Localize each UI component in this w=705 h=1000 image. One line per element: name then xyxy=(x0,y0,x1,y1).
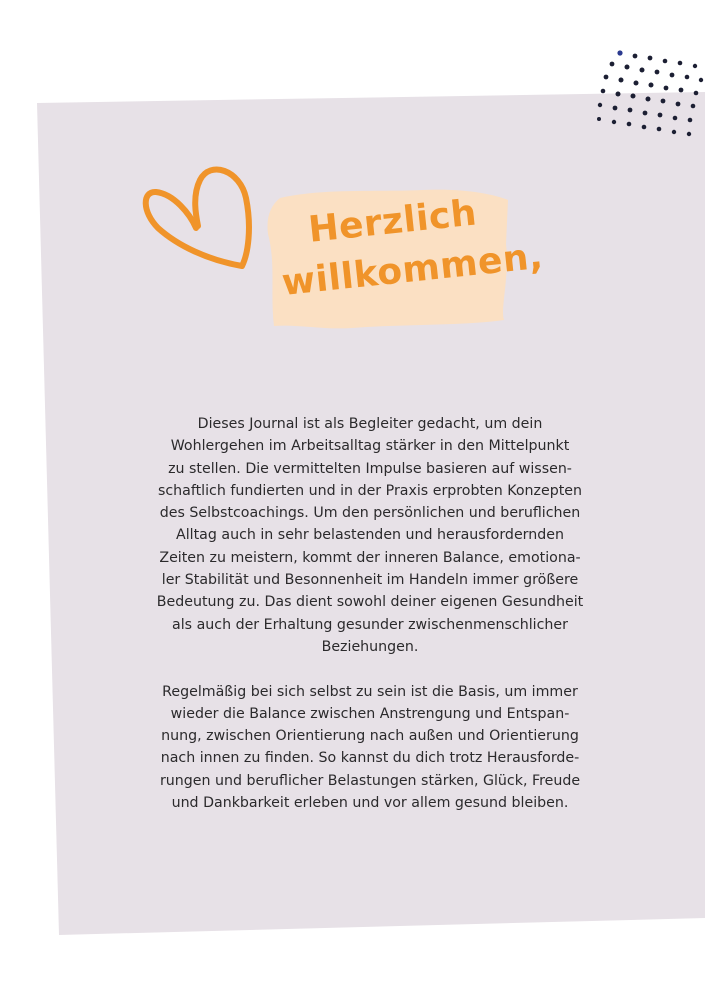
paragraph-line: zu stellen. Die vermittelten Impulse basieren auf wissen- xyxy=(168,460,572,477)
heart-icon xyxy=(138,158,270,276)
paragraph-line: Beziehungen. xyxy=(321,638,419,655)
welcome-heading-line-2: willkommen, xyxy=(279,235,545,304)
paragraph-line: ler Stabilität und Besonnenheit im Handeln immer größere xyxy=(161,572,579,589)
paragraph-1 xyxy=(140,413,600,658)
paragraph-line: wieder die Balance zwischen Anstrengung und Entspan- xyxy=(170,705,570,722)
paragraph-line: nach innen zu finden. So kannst du dich trotz Herausforde- xyxy=(160,750,580,767)
paragraph-line: Zeiten zu meistern, kommt der inneren Balance, emotiona- xyxy=(159,549,581,566)
paragraph-line: des Selbstcoachings. Um den persönlichen und beruflichen xyxy=(159,505,581,522)
paragraph-line: nung, zwischen Orientierung nach außen und Orientierung xyxy=(161,728,579,745)
paragraph-line: Wohlergehen im Arbeitsalltag stärker in den Mittelpunkt xyxy=(170,438,570,455)
paragraph-2 xyxy=(140,681,600,815)
paragraph-line: rungen und beruflicher Belastungen stärken, Glück, Freude xyxy=(159,772,581,789)
paragraph-line: Regelmäßig bei sich selbst zu sein ist die Basis, um immer xyxy=(162,683,578,700)
dot-pattern-decoration xyxy=(590,44,705,144)
body-text xyxy=(140,413,600,814)
paragraph-line: als auch der Erhaltung gesunder zwischenmenschlicher xyxy=(172,616,568,633)
paragraph-line: schaftlich fundierten und in der Praxis erprobten Konzepten xyxy=(157,482,583,499)
paragraph-line: und Dankbarkeit erleben und vor allem gesund bleiben. xyxy=(171,795,569,812)
welcome-heading-line-1: Herzlich xyxy=(306,192,479,251)
paragraph-spacer xyxy=(140,658,600,680)
paragraph-line: Alltag auch in sehr belastenden und herausfordernden xyxy=(176,527,564,544)
paragraph-line: Bedeutung zu. Das dient sowohl deiner eigenen Gesundheit xyxy=(156,594,584,611)
paragraph-line: Dieses Journal ist als Begleiter gedacht, um dein xyxy=(197,416,543,432)
